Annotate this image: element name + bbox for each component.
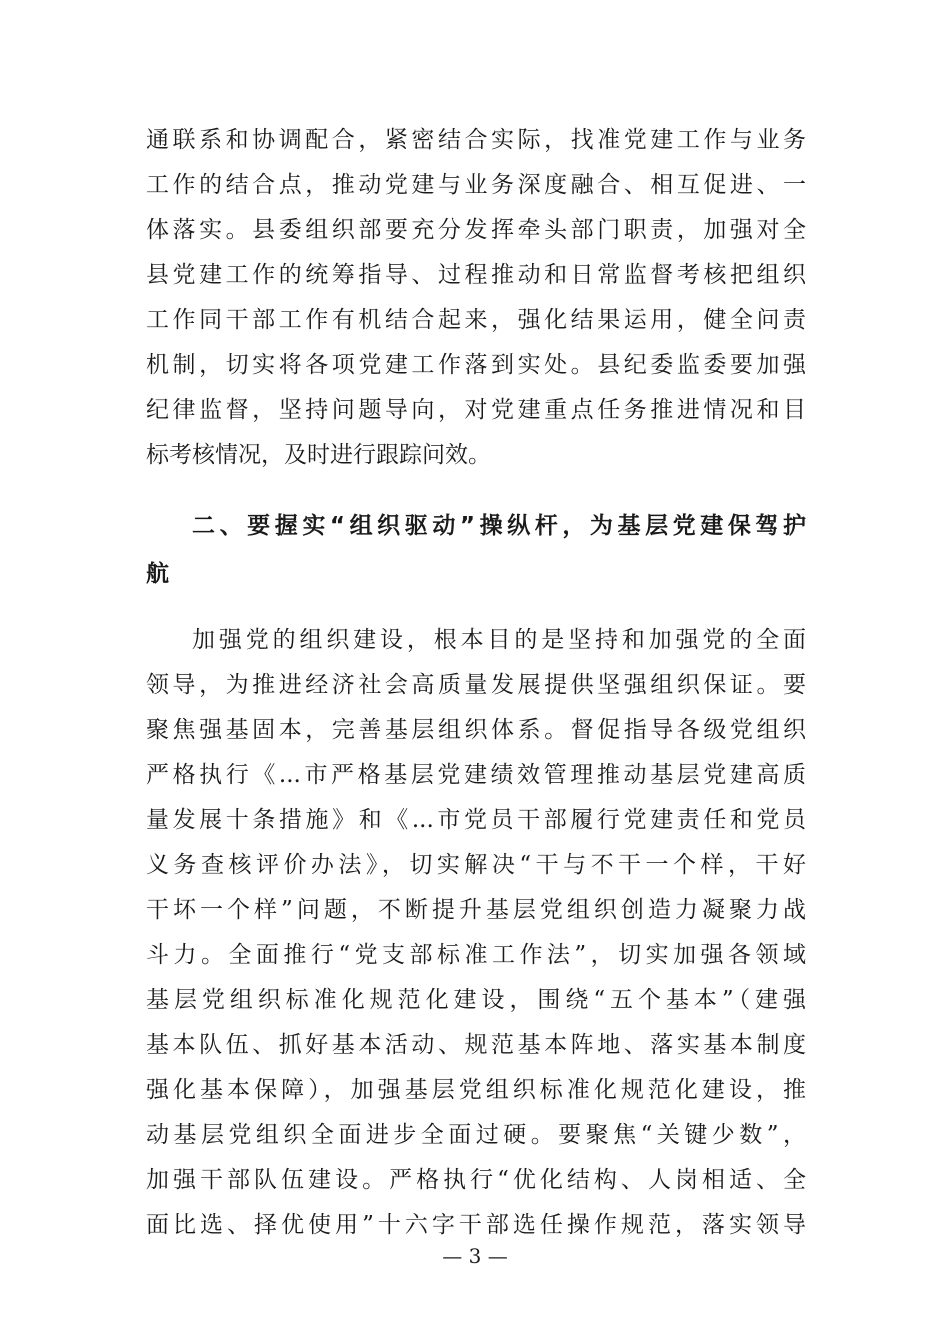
text-line: 通联系和协调配合，紧密结合实际，找准党建工作与业务 [146, 127, 806, 153]
text-line: 领导，为推进经济社会高质量发展提供坚强组织保证。要 [146, 672, 806, 698]
text-line: 严格执行《...市严格基层党建绩效管理推动基层党建高质 [146, 762, 806, 788]
text-line: 纪律监督，坚持问题导向，对党建重点任务推进情况和目 [146, 397, 806, 423]
text-line: 加强党的组织建设，根本目的是坚持和加强党的全面 [192, 627, 806, 653]
text-line: 干坏一个样”问题，不断提升基层党组织创造力凝聚力战 [146, 897, 806, 923]
text-line: 聚焦强基固本，完善基层组织体系。督促指导各级党组织 [146, 717, 806, 743]
text-line: 基本队伍、抓好基本活动、规范基本阵地、落实基本制度 [146, 1032, 806, 1058]
page-number: — 3 — [442, 1244, 508, 1268]
text-line: 斗力。全面推行“党支部标准工作法”，切实加强各领域 [146, 942, 806, 968]
text-line: 工作同干部工作有机结合起来，强化结果运用，健全问责 [146, 307, 806, 333]
paragraph [146, 118, 806, 478]
section-heading [146, 502, 806, 598]
text-line: 动基层党组织全面进步全面过硬。要聚焦“关键少数”， [146, 1122, 806, 1148]
text-line: 量发展十条措施》和《...市党员干部履行党建责任和党员 [146, 807, 806, 833]
paragraph [146, 618, 806, 1248]
text-line: 机制，切实将各项党建工作落到实处。县纪委监委要加强 [146, 352, 806, 378]
document-body [146, 118, 806, 1248]
text-line: 工作的结合点，推动党建与业务深度融合、相互促进、一 [146, 172, 806, 198]
text-line: 强化基本保障），加强基层党组织标准化规范化建设，推 [146, 1077, 806, 1103]
heading-line: 二、要握实“组织驱动”操纵杆，为基层党建保驾护 [192, 513, 806, 539]
text-line: 基层党组织标准化规范化建设，围绕“五个基本”（建强 [146, 987, 806, 1013]
text-line: 面比选、择优使用”十六字干部选任操作规范，落实领导 [146, 1212, 806, 1238]
heading-line: 航 [146, 561, 169, 587]
text-line: 义务查核评价办法》，切实解决“干与不干一个样，干好 [146, 852, 806, 878]
text-line: 标考核情况，及时进行跟踪问效。 [146, 442, 491, 468]
text-line: 体落实。县委组织部要充分发挥牵头部门职责，加强对全 [146, 217, 806, 243]
text-line: 加强干部队伍建设。严格执行“优化结构、人岗相适、全 [146, 1167, 806, 1193]
text-line: 县党建工作的统筹指导、过程推动和日常监督考核把组织 [146, 262, 806, 288]
